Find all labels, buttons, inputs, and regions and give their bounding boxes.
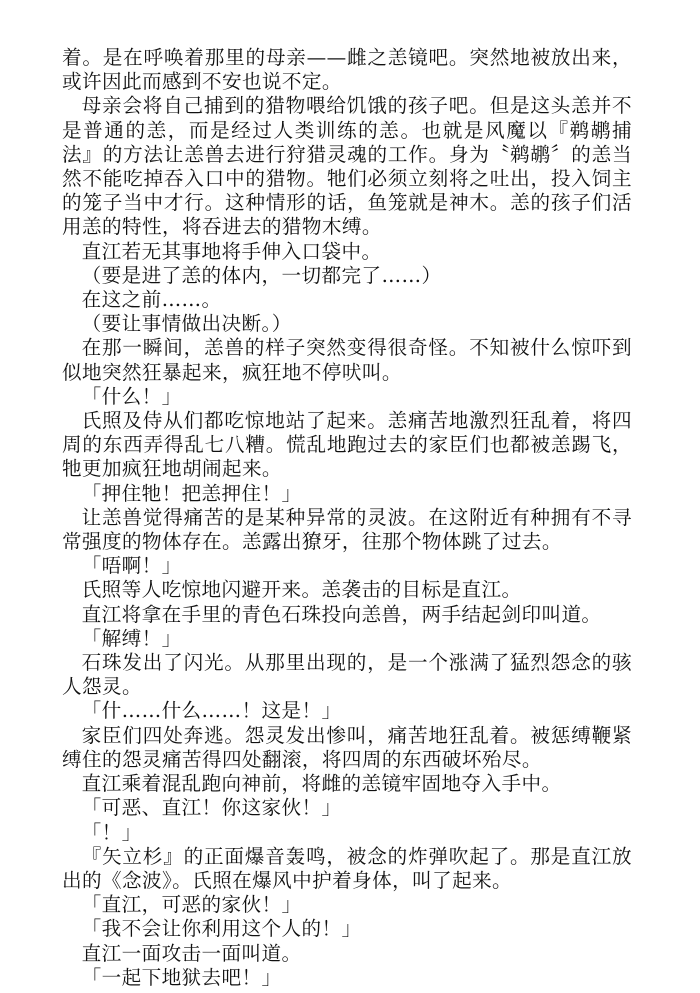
dialogue-line: 「我不会让你利用这个人的！」: [81, 917, 362, 941]
text-paragraph: （要是进了恙的体内，一切都完了……）: [81, 263, 442, 287]
text-paragraph: 石珠发出了闪光。从那里出现的，是一个涨满了猛烈怨念的骇人怨灵。: [62, 651, 632, 699]
text-paragraph: 母亲会将自己捕到的猎物喂给饥饿的孩子吧。但是这头恙并不是普通的恙，而是经过人类训练的恙。也就是风魔以『鹈鹕捕法』的方法让恙兽去进行狩猎灵魂的工作。身为〝鹈鹕〞的恙当然不能吃掉吞入口中的猎物。牠们必须立刻将之吐出，投入饲主的笼子当中才行。这种情形的话，鱼笼就是神木。恙的孩子们活用恙的特性，将吞进去的猎物木缚。: [62, 94, 632, 239]
text-paragraph: 氏照等人吃惊地闪避开来。恙袭击的目标是直江。: [81, 578, 522, 602]
dialogue-line: 「一起下地狱去吧！」: [81, 965, 282, 989]
text-paragraph: 在这之前……。: [81, 288, 222, 312]
text-paragraph: 着。是在呼唤着那里的母亲——雌之恙镜吧。突然地被放出来，或许因此而感到不安也说不定。: [62, 46, 632, 94]
text-paragraph: 直江乘着混乱跑向神前，将雌的恙镜牢固地夺入手中。: [81, 772, 562, 796]
text-paragraph: 在那一瞬间，恙兽的样子突然变得很奇怪。不知被什么惊吓到似地突然狂暴起来，疯狂地不停吠叫。: [62, 336, 632, 384]
text-paragraph: 直江一面攻击一面叫道。: [81, 941, 302, 965]
dialogue-line: 「可恶、直江！你这家伙！」: [81, 796, 342, 820]
text-paragraph: 让恙兽觉得痛苦的是某种异常的灵波。在这附近有种拥有不寻常强度的物体存在。恙露出獠牙，往那个物体跳了过去。: [62, 505, 632, 554]
text-paragraph: 氏照及侍从们都吃惊地站了起来。恙痛苦地激烈狂乱着，将四周的东西弄得乱七八糟。慌乱地跑过去的家臣们也都被恙踢飞，牠更加疯狂地胡闹起来。: [62, 409, 632, 481]
text-paragraph: （要让事情做出决断。）: [81, 312, 292, 336]
text-paragraph: 直江若无其事地将手伸入口袋中。: [81, 239, 382, 263]
dialogue-line: 「什……什么……！这是！」: [81, 699, 342, 723]
dialogue-line: 「唔啊！」: [81, 554, 182, 578]
dialogue-line: 「押住牠！把恙押住！」: [81, 481, 302, 505]
dialogue-line: 「直江，可恶的家伙！」: [81, 893, 302, 917]
text-paragraph: 『矢立杉』的正面爆音轰鸣，被念的炸弹吹起了。那是直江放出的《念波》。氏照在爆风中护着身体，叫了起来。: [62, 844, 632, 892]
text-paragraph: 直江将拿在手里的青色石珠投向恙兽，两手结起剑印叫道。: [81, 602, 602, 626]
dialogue-line: 「！」: [81, 820, 142, 844]
dialogue-line: 「解缚！」: [81, 626, 182, 650]
novel-page: [62, 46, 632, 990]
dialogue-line: 「什么！」: [81, 384, 182, 408]
text-paragraph: 家臣们四处奔逃。怨灵发出惨叫，痛苦地狂乱着。被惩缚鞭紧缚住的怨灵痛苦得四处翻滚，将四周的东西破坏殆尽。: [62, 723, 632, 771]
